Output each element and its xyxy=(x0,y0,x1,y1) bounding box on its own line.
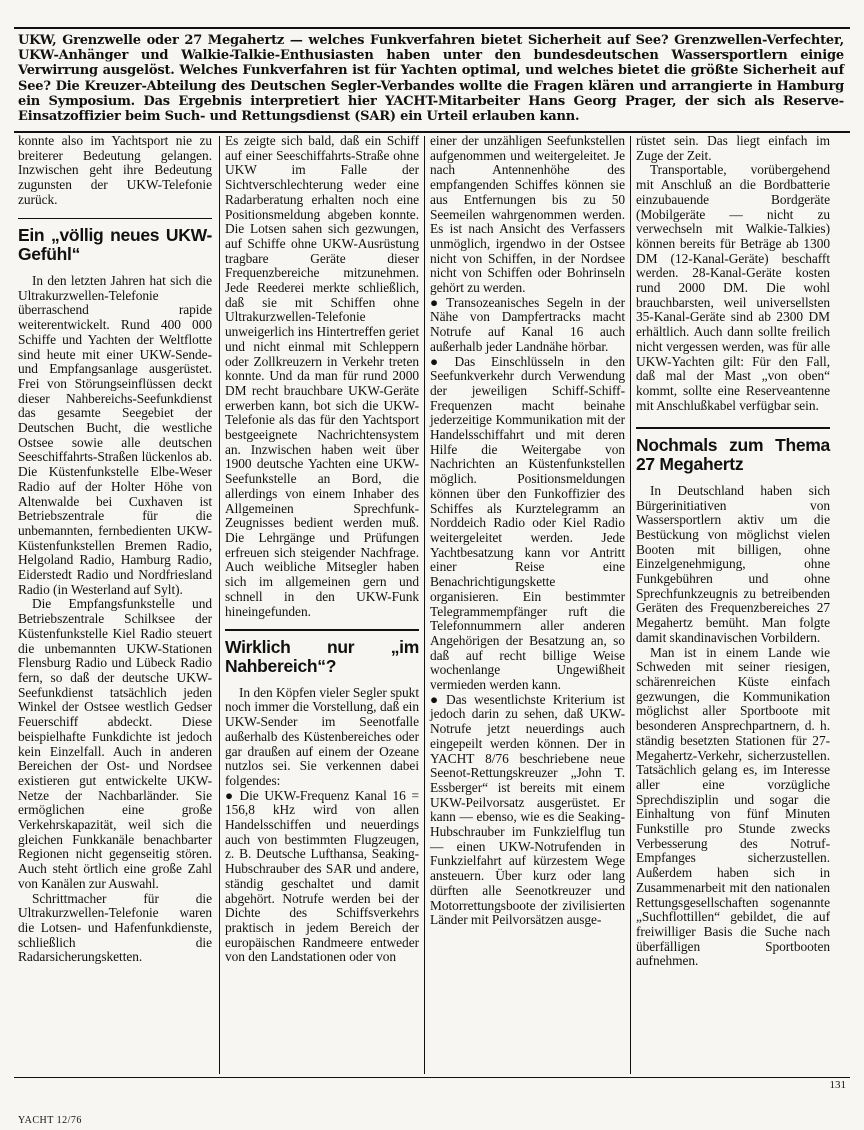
column-divider-1 xyxy=(219,136,220,1074)
column-4-paragraph-2: Transportable, vorübergehend mit Anschluß an die Bordbatterie einzubauende Bordgeräte (Mobilgeräte — nicht zu verwechseln mit Walkie-Talkies) können bereits für Beträge ab 1300 DM (12-Kanal-Geräte) beschafft werden. 28-Kanal-Geräte kosten rund 2000 DM. Die wohl brauchbarsten, weil universellsten 35-Kanal-Geräte sind ab 2300 DM erhältlich. Auch dann sollte freilich nicht vergessen werden, was für alle UKW-Yachten gilt: Für den Fall, daß mal der Mast „von oben“ kommt, sollte eine Reserveantenne mit Anschlußkabel verfügbar sein. xyxy=(636,162,830,413)
footer-rule xyxy=(14,1077,850,1078)
column-2-paragraph-2: In den Köpfen vieler Segler spukt noch immer die Vorstellung, daß ein UKW-Sender im Seenotfalle außerhalb des Küstenbereiches oder gar draußen auf einem der Ozeane nutzlos sei. Sie verkennen dabei folgendes: xyxy=(225,684,419,788)
heading-2-rule xyxy=(225,629,419,631)
heading-3-rule xyxy=(636,427,830,429)
bullet-icon: ● xyxy=(225,787,236,803)
page-number: 131 xyxy=(829,1079,846,1091)
column-divider-2 xyxy=(424,136,425,1074)
column-1-paragraph-0: konnte also im Yachtsport nie zu breiterer Bedeutung gelangen. Inzwischen geht ihre Bedeutung zugunsten der UKW-Telefonie zurück. xyxy=(18,133,212,207)
column-3-bullet-2-text: Das Einschlüsseln in den Seefunkverkehr durch Verwendung der jeweiligen Schiff-Schiff-Frequenzen macht beinahe jederzeitige Kommunikation mit der Handelsschiffahrt und mit deren Hilfe die Weitergabe von Nachrichten an Küstenfunkstellen möglich. Positionsmeldungen können über den Funkoffizier des Schiffes als Kurztelegramm an Norddeich Radio oder Kiel Radio weitergeleitet werden. Jede Yachtbesatzung kann vor Antritt einer Reise eine Benachrichtigungskette organisieren. Ein bestimmter Telegrammempfänger ruft die Telefonnummern aller anderen Angehörigen der Besatzung an, so daß auf recht billige Weise wochenlange Ungewißheit vermieden werden kann. xyxy=(430,353,625,693)
column-2-bullet-1-text: Die UKW-Frequenz Kanal 16 = 156,8 kHz wird von allen Handelsschiffen und neuerdings auch von bestimmten Flugzeugen, z. B. Deutsche Lufthansa, Seaking-Hubschrauber des SAR und andere, ständig geschaltet und damit abgehört. Notrufe werden bei der Dichte des Schiffsverkehrs praktisch in jedem Bereich der europäischen Randmeere entweder von den Landstationen oder von xyxy=(225,787,419,965)
bullet-icon: ● xyxy=(430,294,443,310)
column-3 xyxy=(430,134,625,928)
column-4-paragraph-3: In Deutschland haben sich Bürgerinitiativen von Wassersportlern aktiv um die Bestückung von möglichst vielen Booten mit billigen, ohne Einzelgenehmigung, ohne Funkgebühren und ohne Sprechfunkzeugnis zu betreibenden Geräten des Frequenzbereiches 27 Megahertz bemüht. Man folgte damit skandinavischen Vorbildern. xyxy=(636,482,830,645)
column-1-paragraph-3: Schrittmacher für die Ultrakurzwellen-Telefonie waren die Lotsen- und Hafenfunkdienste, schließlich die Radarsicherungsketten. xyxy=(18,890,212,965)
column-2 xyxy=(225,134,419,965)
column-1 xyxy=(18,134,212,965)
section-heading-2: Wirklich nur „im Nahbereich“? xyxy=(225,636,419,676)
column-3-bullet-2 xyxy=(430,355,625,693)
top-rule xyxy=(14,27,850,29)
column-4-paragraph-1: rüstet sein. Das liegt einfach im Zuge der Zeit. xyxy=(636,133,830,163)
section-heading-3: Nochmals zum Thema 27 Megahertz xyxy=(636,434,830,474)
heading-1-rule xyxy=(18,218,212,220)
article-intro: UKW, Grenzwelle oder 27 Megahertz — welches Funkverfahren bietet Sicherheit auf See? Grenzwellen-Verfechter, UKW-Anhänger und Walkie-Talkie-Enthusiasten haben unter den bundesdeutschen Wassersportlern einige Verwirrung ausgelöst. Welches Funkverfahren ist für Yachten optimal, und welches bietet die größte Sicherheit auf See? Die Kreuzer-Abteilung des Deutschen Segler-Verbandes wollte die Fragen klären und arrangierte in Hamburg ein Symposium. Das Ergebnis interpretiert hier YACHT-Mitarbeiter Hans Georg Prager, der sich als Reserve-Einsatzoffizier beim Such- und Rettungsdienst (SAR) ein Urteil erlauben kann. xyxy=(18,33,844,125)
column-1-paragraph-2: Die Empfangsfunkstelle und Betriebszentrale Schilksee der Küstenfunkstelle Kiel Radio steuert die unbemannten UKW-Stationen Flensburg Radio und Lübeck Radio fern, so daß der deutsche UKW-Seefunkdienst tatsächlich jeden Winkel der Ostsee westlich Gedser Feuerschiff abdeckt. Diese beispielhafte Funkdichte ist jedoch kein Einzelfall. Auch in anderen Bereichen der Ost- und Nordsee existieren gut entwickelte UKW-Netze der Nachbarländer. Sie ermöglichen eine große Verkehrskapazität, weil sich die gleichen Funkkanäle benachbarter Regionen nicht gegenseitig stören. Auch steht örtlich eine große Zahl von Kanälen zur Auswahl. xyxy=(18,596,212,891)
column-2-bullet-1 xyxy=(225,789,419,965)
column-2-paragraph-1: Es zeigte sich bald, daß ein Schiff auf einer Seeschiffahrts-Straße ohne UKW im Falle der Sichtverschlechterung weder eine Radarberatung erhalten noch eine Positionsmeldung abgeben konnte. Die Lotsen sahen sich gezwungen, auf Schiffe ohne UKW-Ausrüstung tragbare Geräte dieser Frequenzbereiche mitzunehmen. Jede Reederei merkte schließlich, daß sie mit Schiffen ohne Ultrakurzwellen-Telefonie unweigerlich ins Hintertreffen geriet und nicht einmal mit Schleppern oder Zollkreuzern in Verkehr treten konnte. Und da man für rund 2000 DM recht brauchbare UKW-Geräte erwerben kann, bot sich die UKW-Telefonie als das für den Yachtsport bestgeeignete Nachrichtensystem an. Inzwischen haben weit über 1900 deutsche Yachten eine UKW-Seefunkstelle an Bord, die allerdings von einem Inhaber des Allgemeinen Sprechfunk-Zeugnisses bedient werden muß. Die Lehrgänge und Prüfungen erfreuen sich steigender Nachfrage. Auch weibliche Mitsegler haben sich im allgemeinen gern und schnell in den UKW-Funk hineingefunden. xyxy=(225,133,419,619)
bullet-icon: ● xyxy=(430,691,443,707)
section-heading-1: Ein „völlig neues UKW-Gefühl“ xyxy=(18,225,212,265)
column-3-bullet-3 xyxy=(430,693,625,928)
column-divider-3 xyxy=(630,136,631,1074)
column-4-paragraph-4: Man ist in einem Lande wie Schweden mit seiner riesigen, schärenreichen Küste einfach gezwungen, die Kommunikation möglichst aller Sportboote mit besonderen Ansprechpartnern, d. h. ständig besetzten Stationen für 27-Megahertz-Verkehr, sicherzustellen. Tatsächlich gelang es, im Interesse aller eine vorzügliche Sprechdisziplin und sogar die Einhaltung von fünf Minuten Funkstille pro Stunde zwecks Verbesserung des Notruf-Empfanges sicherzustellen. Außerdem haben sich in Zusammenarbeit mit den nationalen Rettungsgesellschaften sogenannte „Suchflottillen“ gebildet, die auf freiwilliger Basis die Suche nach überfälligen Sportbooten aufnehmen. xyxy=(636,644,830,969)
magazine-issue: YACHT 12/76 xyxy=(18,1115,82,1126)
column-4 xyxy=(636,134,830,969)
column-3-paragraph-1: einer der unzähligen Seefunkstellen aufgenommen und weitergeleitet. Je nach Antennenhöhe des empfangenden Schiffes können sie aus Entfernungen bis zu 50 Seemeilen wahrgenommen werden. Es ist nach Ansicht des Verfassers unmöglich, irgendwo in der Ostsee nicht von Schiffen, in der Nordsee nicht von Schiffen oder Bohrinseln gehört zu werden. xyxy=(430,133,625,296)
column-3-bullet-3-text: Das wesentlichste Kriterium ist jedoch darin zu sehen, daß UKW-Notrufe jetzt neuerdings auch eingepeilt werden können. Der in YACHT 8/76 beschriebene neue Seenot-Rettungskreuzer „John T. Essberger“ ist bereits mit einem UKW-Peilvorsatz ausgerüstet. Er kann — ebenso, wie es die Seaking-Hubschrauber im Funkzielflug tun — einen UKW-Notrufenden in Funkzielfahrt auf kürzestem Wege ansteuern. Über kurz oder lang dürften alle Seenotkreuzer und Motorrettungsboote der zivilisierten Länder mit Peilvorsätzen ausge- xyxy=(430,691,625,928)
column-3-bullet-1-text: Transozeanisches Segeln in der Nähe von Dampfertracks macht Notrufe auf Kanal 16 auch außerhalb jeder Landnähe hörbar. xyxy=(430,294,626,354)
bullet-icon: ● xyxy=(430,353,451,369)
column-1-paragraph-1: In den letzten Jahren hat sich die Ultrakurzwellen-Telefonie überraschend rapide weiterentwickelt. Rund 400 000 Schiffe und Yachten der Weltflotte sind heute mit einer UKW-Sende- und Empfangsanlage ausgerüstet. Frei von Störungseinflüssen deckt dieser Nahbereichs-Seefunkdienst das gesamte Seegebiet der Deutschen Bucht, die westliche Ostsee sowie alle deutschen Seeschiffahrts-Straßen lückenlos ab. Die Küstenfunkstelle Elbe-Weser Radio auf der Holter Höhe von Altenwalde bei Cuxhaven ist Betriebszentrale für die unbemannten, fernbedienten UKW-Küstenfunkstellen Bremen Radio, Helgoland Radio, Hamburg Radio, Eiderstedt Radio und Nordfriesland Radio (in Westerland auf Sylt). xyxy=(18,273,212,597)
column-3-bullet-1 xyxy=(430,296,625,355)
